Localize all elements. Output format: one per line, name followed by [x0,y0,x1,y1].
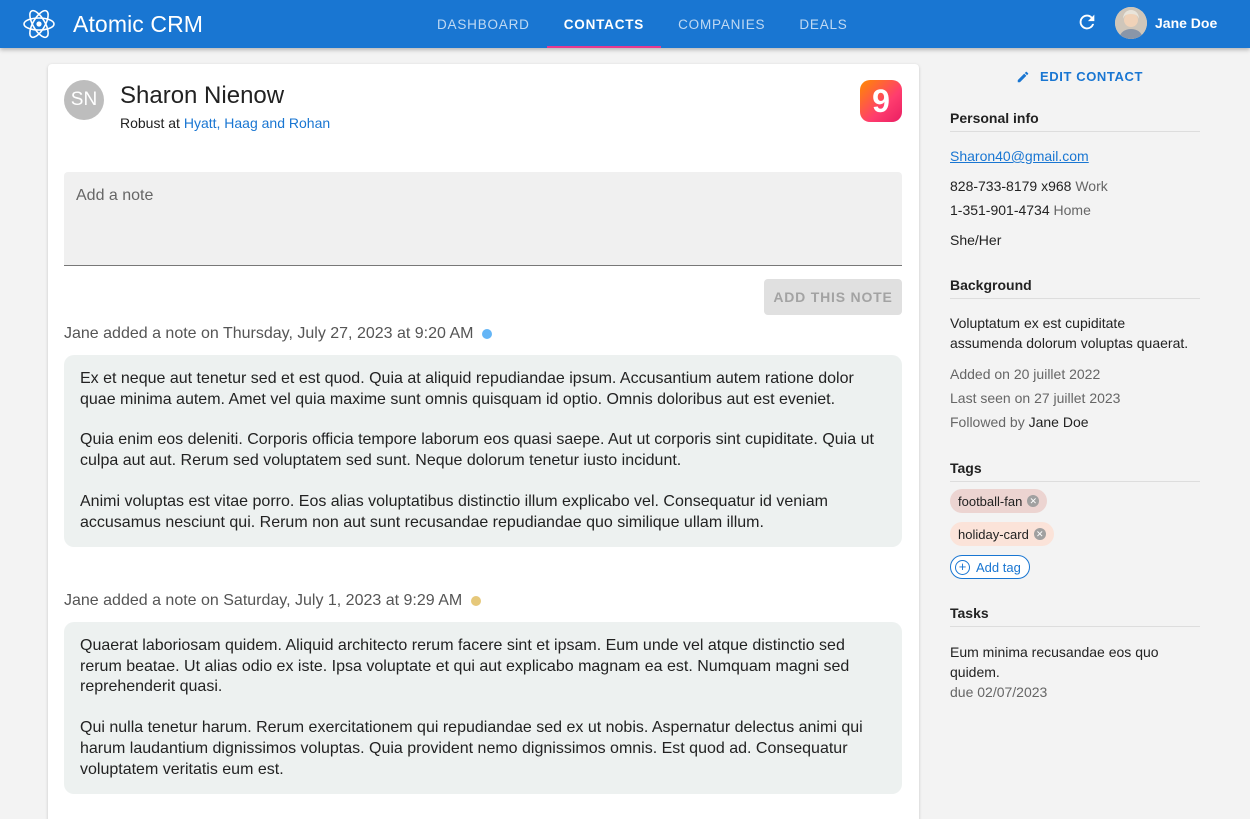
pencil-icon [1016,70,1030,84]
add-circle-icon: + [955,560,970,575]
followed-by [950,414,1089,430]
last-seen-label: Last seen on [950,390,1031,406]
react-logo-icon[interactable] [22,8,56,40]
note-paragraph: Qui nulla tenetur harum. Rerum exercitationem qui repudiandae sed ex ut nobis. Aspernatur delectus animi qui harum laudantium dignissimos voluptas. Quia provident nemo dignissimos omnis. Est quod ad. Consequatur voluptatem veritatis eum est. [80,719,863,778]
tab-deals[interactable]: DEALS [799,16,848,32]
contact-position [120,115,330,131]
edit-contact-label: EDIT CONTACT [1040,69,1144,84]
last-seen-date: 27 juillet 2023 [1034,390,1121,406]
pronouns: She/Her [950,232,1002,248]
added-on [950,366,1100,382]
note-paragraph: Quaerat laboriosam quidem. Aliquid architecto rerum facere sint et ipsam. Eum unde vel atque distinctio sed rerum beatae. Ut alias odio ex iste. Ipsa voluptate et qui aut explicabo magnam ea est. Numquam magni sed reprehenderit quasi. [80,637,850,696]
phone-work-number[interactable]: 828-733-8179 x968 [950,178,1072,194]
note-status-dot [471,596,481,606]
user-avatar[interactable] [1115,7,1147,39]
added-on-date: 20 juillet 2022 [1013,366,1101,382]
note-content[interactable] [64,622,902,794]
task-text-line[interactable]: Eum minima recusandae eos quo [950,644,1159,660]
contact-avatar: SN [64,80,104,120]
personal-info-heading: Personal info [950,110,1200,132]
tag-label: holiday-card [958,526,1029,542]
tab-companies[interactable]: COMPANIES [678,16,766,32]
note-meta [64,325,492,343]
tag-label: football-fan [958,493,1023,509]
background-text-line: Voluptatum ex est cupiditate [950,315,1126,331]
contact-card [48,64,919,819]
note-meta-text: Jane added a note on Saturday, July 1, 2023 at 9:29 AM [64,592,463,609]
main-nav [420,0,865,48]
note-meta-text: Jane added a note on Thursday, July 27, 2023 at 9:20 AM [64,325,474,342]
contact-title: Robust [120,115,165,131]
email-link[interactable]: Sharon40@gmail.com [950,148,1089,164]
user-name[interactable]: Jane Doe [1155,15,1218,31]
phone-home-number[interactable]: 1-351-901-4734 [950,202,1050,218]
note-content[interactable] [64,355,902,547]
note-textarea[interactable] [64,172,902,265]
app-bar [0,0,1250,48]
followed-by-user: Jane Doe [1028,414,1089,430]
phone-home-type: Home [1053,202,1091,218]
background-text-line: assumenda dolorum voluptas quaerat. [950,335,1189,351]
added-on-label: Added on [950,366,1010,382]
user-photo-icon [1115,7,1147,39]
add-tag-button[interactable] [950,555,1030,579]
last-seen [950,390,1120,406]
contact-at: at [168,115,180,131]
tab-dashboard[interactable]: DASHBOARD [437,16,530,32]
tag-chip[interactable] [950,489,1047,513]
note-paragraph: Ex et neque aut tenetur sed et est quod. Quia at aliquid repudiandae ipsum. Accusantium autem ratione dolor quae minima autem. Amet vel quia maxime sunt omnis quisquam id optio. Omnis doloribus aut est eveniet. [80,370,854,408]
app-title[interactable]: Atomic CRM [73,11,204,37]
edit-contact-button[interactable] [1016,69,1143,84]
note-status-dot [482,329,492,339]
note-paragraph: Quia enim eos deleniti. Corporis officia tempore laborum eos quasi saepe. Aut ut corporis sint cupiditate. Quia ut culpa aut aut. Rerum sed voluptatem sed sunt. Neque dolorum tenetur iusto incidunt. [80,431,874,470]
tag-chip[interactable] [950,522,1054,546]
note-field[interactable] [64,172,902,266]
note-paragraph: Animi voluptas est vitae porro. Eos alias voluptatibus distinctio illum explicabo vel. Consequatur id veniam accusamus nesciunt qui. Rerum non aut sunt recusandae repudiandae quo similique ullam illum. [80,492,828,531]
tasks-heading: Tasks [950,605,1200,627]
refresh-icon[interactable] [1076,11,1098,33]
contact-name: Sharon Nienow [120,82,285,109]
add-note-button[interactable]: ADD THIS NOTE [764,279,902,315]
phone-work-type: Work [1075,178,1108,194]
phone-home [950,202,1091,218]
task-text-line[interactable]: quidem. [950,664,1000,680]
company-logo[interactable]: 9 [860,80,902,122]
cancel-circle-icon[interactable]: ✕ [1034,528,1046,540]
tags-heading: Tags [950,460,1200,482]
cancel-circle-icon[interactable]: ✕ [1027,495,1039,507]
background-heading: Background [950,277,1200,299]
followed-by-label: Followed by [950,414,1025,430]
task-due: due 02/07/2023 [950,684,1048,700]
note-meta [64,592,481,610]
tab-contacts[interactable]: CONTACTS [547,0,661,48]
company-link[interactable]: Hyatt, Haag and Rohan [183,115,331,131]
phone-work [950,178,1108,194]
add-tag-label: Add tag [976,559,1021,575]
